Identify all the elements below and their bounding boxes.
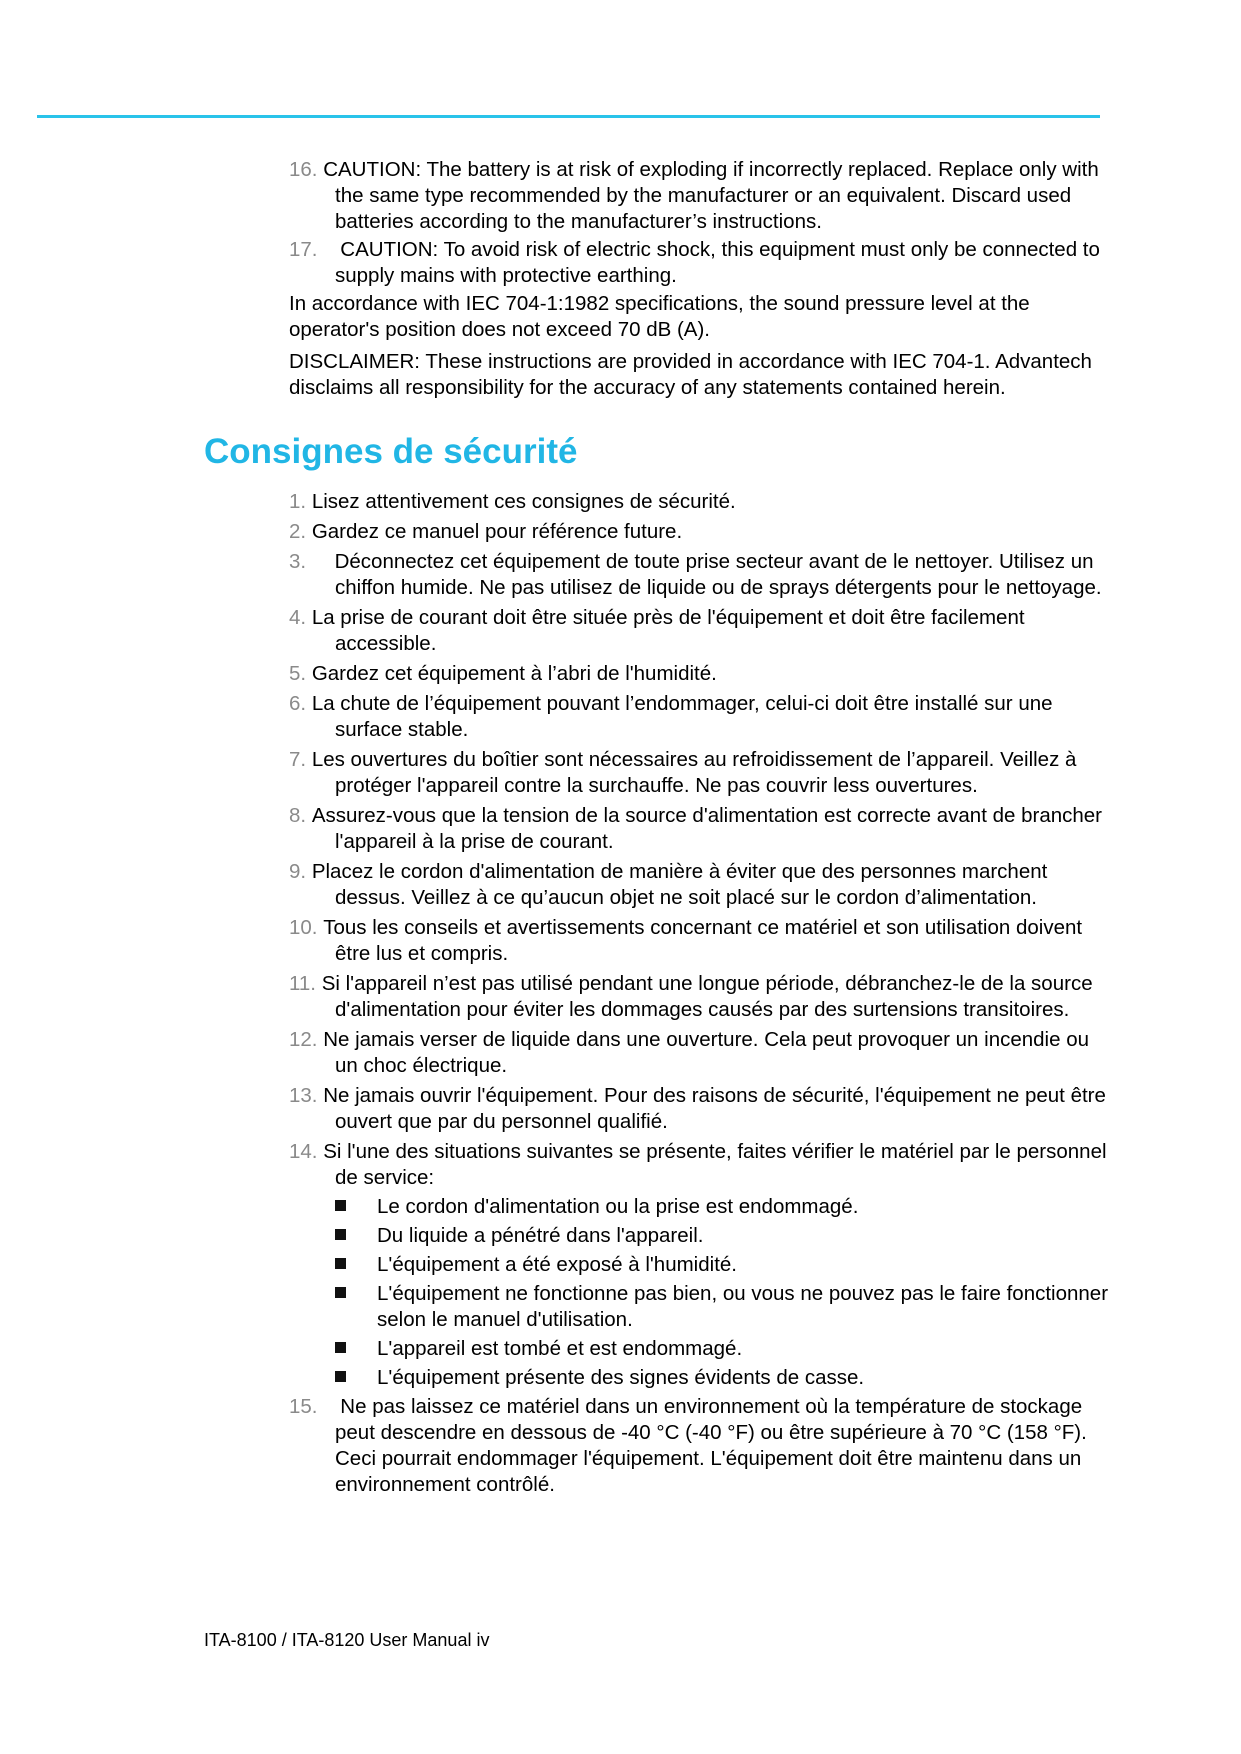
list-item xyxy=(289,1083,1109,1135)
iec-paragraph: In accordance with IEC 704-1:1982 specifications, the sound pressure level at the operator's position does not exceed 70 dB (A). xyxy=(289,292,1030,341)
item-text: Ne jamais ouvrir l'équipement. Pour des raisons de sécurité, l'équipement ne peut être ouvert que par du personnel qualifié. xyxy=(323,1084,1106,1133)
list-item xyxy=(289,1139,1109,1191)
list-item xyxy=(335,1194,1109,1220)
square-bullet-icon xyxy=(335,1258,346,1269)
item-number: 3. xyxy=(289,550,307,573)
list-item xyxy=(289,549,1109,601)
item-number: 4. xyxy=(289,606,307,629)
section-title: Consignes de sécurité xyxy=(204,432,578,471)
item-number: 7. xyxy=(289,748,307,771)
square-bullet-icon xyxy=(335,1200,346,1211)
list-item xyxy=(289,971,1109,1023)
list-item xyxy=(335,1223,1109,1249)
item-text: Assurez-vous que la tension de la source d'alimentation est correcte avant de brancher l'appareil à la prise de courant. xyxy=(311,804,1103,853)
list-item xyxy=(335,1281,1109,1333)
item-text: Lisez attentivement ces consignes de sécurité. xyxy=(311,490,736,513)
item-text: Les ouvertures du boîtier sont nécessaires au refroidissement de l’appareil. Veillez à protéger l'appareil contre la surchauffe. Ne pas couvrir less ouvertures. xyxy=(311,748,1077,797)
item-text: Si l'appareil n’est pas utilisé pendant une longue période, débranchez-le de la source d'alimentation pour éviter les dommages causés par des surtensions transitoires. xyxy=(321,972,1093,1021)
item-number: 17. xyxy=(289,238,318,261)
list-item xyxy=(335,1336,1109,1362)
service-conditions-list xyxy=(335,1194,1109,1391)
item-number: 12. xyxy=(289,1028,318,1051)
item-text: Placez le cordon d'alimentation de manière à éviter que des personnes marchent dessus. Veillez à ce qu’aucun objet ne soit placé sur le cordon d’alimentation. xyxy=(311,860,1048,909)
disclaimer-paragraph: DISCLAIMER: These instructions are provided in accordance with IEC 704-1. Advantech disclaims all responsibility for the accuracy of any statements contained herein. xyxy=(289,350,1092,399)
item-text: Gardez cet équipement à l’abri de l'humidité. xyxy=(311,662,717,685)
item-text: La chute de l’équipement pouvant l’endommager, celui-ci doit être installé sur une surface stable. xyxy=(311,692,1053,741)
header-rule xyxy=(37,115,1100,118)
list-item xyxy=(289,237,1109,289)
list-item xyxy=(289,1394,1109,1498)
item-number: 16. xyxy=(289,158,318,181)
item-number: 1. xyxy=(289,490,307,513)
list-item xyxy=(289,691,1109,743)
item-text: Gardez ce manuel pour référence future. xyxy=(311,520,683,543)
french-safety-list xyxy=(289,489,1109,1498)
item-number: 11. xyxy=(289,972,316,995)
square-bullet-icon xyxy=(335,1287,346,1298)
item-text: Ne pas laissez ce matériel dans un environnement où la température de stockage peut descendre en dessous de -40 °C (-40 °F) ou être supérieure à 70 °C (158 °F). Ceci pourrait endommager l'équipement. L'équipement doit être maintenu dans un environnement contrôlé. xyxy=(335,1395,1087,1496)
item-number: 2. xyxy=(289,520,307,543)
list-item xyxy=(289,605,1109,657)
list-item xyxy=(289,1027,1109,1079)
item-number: 8. xyxy=(289,804,307,827)
item-text: CAUTION: To avoid risk of electric shock, this equipment must only be connected to supply mains with protective earthing. xyxy=(335,238,1100,287)
bullet-text: L'équipement ne fonctionne pas bien, ou vous ne pouvez pas le faire fonctionner selon le manuel d'utilisation. xyxy=(377,1282,1109,1331)
list-item xyxy=(289,859,1109,911)
list-item xyxy=(289,157,1109,235)
bullet-text: Le cordon d'alimentation ou la prise est endommagé. xyxy=(377,1195,859,1218)
list-item xyxy=(289,489,1109,515)
list-item xyxy=(335,1252,1109,1278)
item-number: 15. xyxy=(289,1395,318,1418)
list-item xyxy=(289,747,1109,799)
item-number: 5. xyxy=(289,662,307,685)
bullet-text: Du liquide a pénétré dans l'appareil. xyxy=(377,1224,704,1247)
english-safety-list xyxy=(289,157,1109,289)
item-text: Tous les conseils et avertissements concernant ce matériel et son utilisation doivent être lus et compris. xyxy=(323,916,1083,965)
bullet-text: L'équipement a été exposé à l'humidité. xyxy=(377,1253,737,1276)
list-item xyxy=(289,661,1109,687)
bullet-text: L'équipement présente des signes évidents de casse. xyxy=(377,1366,865,1389)
item-text: Ne jamais verser de liquide dans une ouverture. Cela peut provoquer un incendie ou un choc électrique. xyxy=(323,1028,1090,1077)
list-item xyxy=(289,803,1109,855)
list-item xyxy=(289,519,1109,545)
item-number: 9. xyxy=(289,860,307,883)
item-text: Déconnectez cet équipement de toute prise secteur avant de le nettoyer. Utilisez un chiffon humide. Ne pas utilisez de liquide ou de sprays détergents pour le nettoyage. xyxy=(334,550,1102,599)
item-number: 6. xyxy=(289,692,307,715)
page-footer: ITA-8100 / ITA-8120 User Manual iv xyxy=(204,1630,490,1650)
square-bullet-icon xyxy=(335,1229,346,1240)
item-number: 14. xyxy=(289,1140,318,1163)
item-number: 13. xyxy=(289,1084,318,1107)
item-text: La prise de courant doit être située près de l'équipement et doit être facilement accessible. xyxy=(311,606,1025,655)
item-text: CAUTION: The battery is at risk of exploding if incorrectly replaced. Replace only with the same type recommended by the manufacturer or an equivalent. Discard used batteries according to the manufacturer’s instructions. xyxy=(323,158,1099,233)
list-item xyxy=(289,915,1109,967)
bullet-text: L'appareil est tombé et est endommagé. xyxy=(377,1337,743,1360)
item-text: Si l'une des situations suivantes se présente, faites vérifier le matériel par le personnel de service: xyxy=(323,1140,1107,1189)
item-number: 10. xyxy=(289,916,318,939)
square-bullet-icon xyxy=(335,1371,346,1382)
list-item xyxy=(335,1365,1109,1391)
square-bullet-icon xyxy=(335,1342,346,1353)
